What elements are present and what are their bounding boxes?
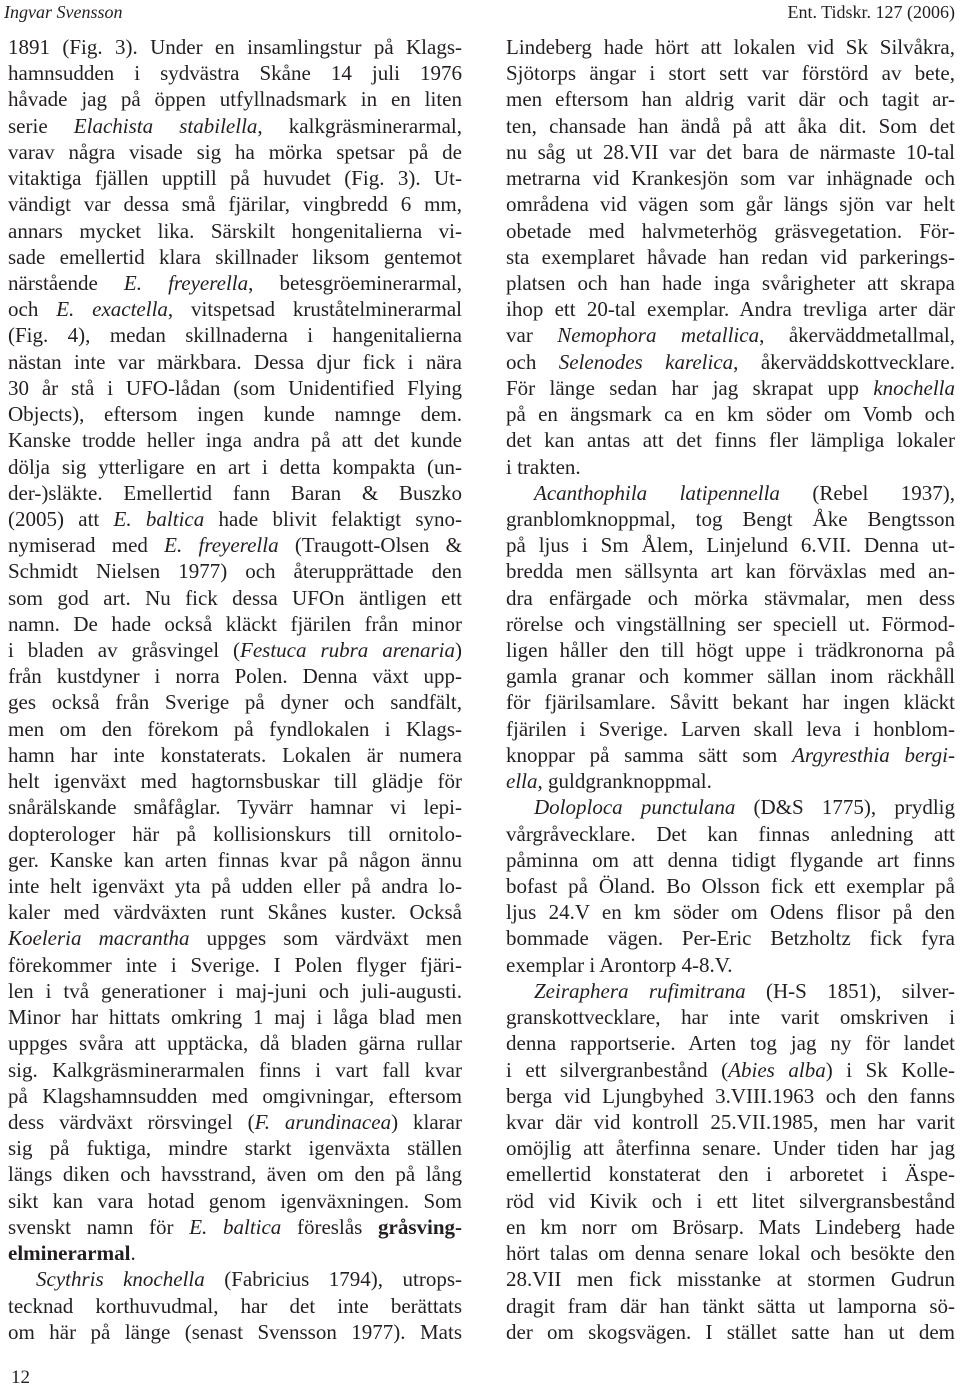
text-line: dra enfärgade och mörka stävmalar, men dess [506,585,955,610]
text-run: föreslås [281,1214,378,1239]
text-line: bredda men sällsynta art kan förväxlas med an- [506,559,955,584]
text-run: För länge sedan har jag skrapat upp [506,375,874,400]
text-run: i bladen av gråsvingel ( [8,638,240,663]
text-line [8,296,462,322]
text-line: i trakten. [506,454,581,479]
text-line: sig. Kalkgräsminerarmalen finns i vart fall kvar [8,1057,462,1082]
text-run: ) [455,638,462,663]
text-run: var [506,323,558,348]
italic-text-run: Scythris knochella [36,1267,205,1292]
text-line: Lindeberg hade hört att lokalen vid Sk Silvåkra, [506,35,955,59]
text-line: len i två generationer i maj-juni och juli-augusti. [8,978,462,1003]
text-line: ger. Kanske kan arten finnas kvar på någon ännu [8,847,462,872]
text-line: kvar där vid kontroll 25.VII.1985, men har varit [506,1109,955,1134]
text-line: Sjötorps ängar i stort sett var förstörd av bete, [506,61,955,86]
text-line: nästan inte var märkbara. Dessa djur fick i nära [8,349,462,374]
text-line [8,532,462,558]
text-line [506,322,955,348]
text-line [8,506,462,532]
text-line [506,349,955,375]
text-line [8,1109,462,1135]
text-run: serie [8,113,74,138]
text-line: dragit fram där han tänkt sätta ut lamporna sö- [506,1293,955,1318]
text-line: sig på fuktiga, mindre starkt igenväxta ställen [8,1136,462,1161]
text-line: namn. De hade också kläckt fjärilen från minor [8,611,462,636]
text-run: nymiserad med [8,533,165,558]
paragraph [506,794,955,978]
text-line: ljus 24.V en km söder om Odens flisor på den [506,900,955,925]
text-run: . [130,1241,136,1266]
italic-text-run: E. exactella [56,297,168,322]
text-line: områdena vid vägen som går längs sjön var helt [506,192,955,217]
text-line [8,270,462,296]
text-line: (Fig. 4), medan skillnaderna i hangenitalierna [8,323,462,348]
text-run: , betesgröeminerarmal, [248,270,462,295]
text-line: dopterologer här på kollisionskurs till ornitolo- [8,821,462,846]
text-line: kaler med värdväxten runt Skånes kuster. Också [8,900,462,925]
paragraph [506,34,955,480]
text-line: hamnsudden i sydvästra Skåne 14 juli 1976 [8,61,462,86]
italic-text-run: Koeleria macrantha [8,926,190,951]
text-line: dölja sig ytterligare en art i detta kompakta (un- [8,454,462,479]
text-line: 30 år stå i UFO-lådan (som Unidentified Flying [8,375,462,400]
text-line: annars mycket lika. Särskilt hongenitalierna vi- [8,218,462,243]
italic-text-run: Nemophora metallica [557,323,760,348]
text-line: hört talas om denna senare lokal och besökte den [506,1241,955,1266]
text-line: sta exemplaret håvade han redan vid parkerings- [506,244,955,269]
italic-text-run: E. freyerella [164,533,279,558]
italic-text-run: E. freyerella [123,270,249,295]
paragraph [506,480,955,795]
text-line: fjärilen i Sverige. Larven skall leva i honblom- [506,716,955,741]
italic-text-run: Acanthophila latipennella [534,480,780,505]
text-line [8,1240,462,1266]
text-line [506,742,955,768]
paragraph [8,34,462,1266]
text-line: snårälskande småfåglar. Tyvärr hamnar vi lepi- [8,795,462,820]
text-run: hade blivit felaktigt syno- [204,506,462,531]
text-line: som god art. Nu fick dessa UFOn äntligen ett [8,585,462,610]
text-line: för fjärilsamlare. Såvitt bekant har ingen kläckt [506,690,955,715]
text-line: på ljus i Sm Ålem, Linjelund 6.VII. Denna ut- [506,533,955,558]
running-head-author: Ingvar Svensson [4,2,123,22]
text-run: , åkerväddskottvecklare. [733,349,955,374]
text-run: uppges som värdväxt men [189,926,462,951]
text-line: der-)släkte. Emellertid fann Baran & Buszko [8,480,462,505]
text-line: ten, chansade han ändå på att åka dit. Som det [506,113,955,138]
text-line: håvade jag på öppen utfyllnadsmark in en liten [8,87,462,112]
text-line: helt igenväxt med hagtornsbuskar till glädje för [8,769,462,794]
text-run: , åkerväddmetallmal, [759,323,955,348]
text-line [8,637,462,663]
text-line: påminna om att denna tidigt flygande art finns [506,847,955,872]
text-line: förekommer inte i Sverige. I Polen flyger fjäri- [8,952,462,977]
text-line [8,113,462,139]
text-line: men eftersom han aldrig varit där och tagit ar- [506,87,955,112]
text-run: svenskt namn för [8,1214,190,1239]
text-line: rörelse och vingställning ser speciell ut. Förmod- [506,611,955,636]
text-line [506,375,955,401]
bold-text-run: elminerarmal [8,1241,131,1266]
italic-text-run: E. baltica [113,506,205,531]
text-line: bofast på Öland. Bo Olsson fick ett exemplar på [506,874,955,898]
text-line: längs diken och havsstrand, även om den på lång [8,1162,462,1187]
text-line: granskottvecklare, har inte varit omskriven i [506,1005,955,1030]
text-line: varav några visade sig ha mörka spetsar på de [8,139,462,164]
text-run: , kalkgräsminerarmal, [257,113,462,138]
text-line: Objects), eftersom ingen kunde namnge dem. [8,402,462,427]
text-run: (D&S 1775), prydlig [735,795,955,820]
text-run: , guldgranknoppmal. [537,769,712,794]
text-line: sade emellertid klara skillnader liksom gentemot [8,244,462,269]
text-line: ges också från Sverige på dyner och sandfält, [8,690,462,715]
text-line: från kustdyner i norra Polen. Denna växt upp- [8,664,462,689]
text-line: 28.VII men fick misstanke at stormen Gudrun [506,1267,955,1292]
text-line: uppges svåra att upptäcka, då bladen gärna rullar [8,1031,462,1056]
text-line: bommade vägen. Per-Eric Betzholtz fick fyra [506,926,955,951]
text-line: ihop ett 20-tal exemplar. Andra trevliga arter där [506,297,955,322]
text-run: (Traugott-Olsen & [278,533,462,558]
text-run: i ett silvergranbestånd ( [506,1057,729,1082]
italic-text-run: Elachista stabilella [73,113,258,138]
text-line: vårgråvecklare. Det kan finnas anledning att [506,821,955,846]
text-line: tecknad korthuvudmal, har det inte berättats [8,1293,462,1318]
text-line: ligen håller den till högt uppe i trädkronorna på [506,638,955,663]
text-run: (Rebel 1937), [779,480,955,505]
text-line [506,1057,955,1083]
text-run: och [8,297,57,322]
text-run: dess värdväxt rörsvingel ( [8,1109,255,1134]
text-line: 1891 (Fig. 3). Under en insamlingstur på Klags- [8,35,462,59]
text-line: metrarna vid Krankesjön som var inhägnade och [506,166,955,191]
text-line: hamn har inte konstaterats. Lokalen är numera [8,742,462,767]
text-line: berga vid Ljungbyhed 3.VIII.1963 och den fanns [506,1083,955,1108]
text-line [8,1214,462,1240]
page-number: 12 [11,1367,30,1388]
text-line: Schmidt Nielsen 1977) och återupprättade den [8,559,462,584]
text-run: ) i Sk Kolle- [825,1057,955,1082]
text-run: (H-S 1851), silver- [745,978,955,1003]
text-line: inte helt igenväxt yta på udden eller på andra lo- [8,874,462,898]
running-head-journal: Ent. Tidskr. 127 (2006) [787,2,955,22]
text-line [506,768,955,794]
text-line: på en ängsmark ca en km söder om Vomb och [506,402,955,427]
text-line: röd vid Kivik och i ett litet silvergransbestånd [506,1188,955,1213]
text-line: nu såg ut 28.VII var det bara de närmaste 10-tal [506,139,955,164]
paragraph [8,1266,462,1345]
italic-text-run: knochella [873,375,955,400]
text-run: ) klarar [391,1109,462,1134]
text-line: der om skogsvägen. I stället satte han ut dem [506,1319,955,1344]
text-run: (Fabricius 1794), utrops- [204,1267,462,1292]
text-run: närstående [8,270,124,295]
text-line: Minor har hittats omkring 1 maj i låga blad men [8,1005,462,1030]
text-line: men om den förekom på fyndlokalen i Klags- [8,716,462,741]
text-line: vändigt var dessa små fjärilar, vingbredd 6 mm, [8,192,462,217]
italic-text-run: Abies alba [728,1057,826,1082]
text-line: Kanske trodde heller inga andra på att det kunde [8,428,462,453]
text-run: (2005) att [8,506,114,531]
text-line: det kan antas att det finns fler lämpliga lokaler [506,428,955,453]
text-line: omöjlig att återfinna senare. Under tiden har jag [506,1136,955,1161]
italic-text-run: Festuca rubra arenaria [240,638,455,663]
italic-text-run: F. arundinacea [254,1109,392,1134]
italic-text-run: Selenodes karelica [558,349,734,374]
text-line: exemplar i Arontorp 4-8.V. [506,952,733,977]
text-line: granblomknoppmal, tog Bengt Åke Bengtsson [506,506,955,531]
text-line: platsen och han hade inga svårigheter att skrapa [506,270,955,295]
text-line [506,480,955,506]
right-column [506,34,955,1345]
text-line: denna rapportserie. Arten tog jag ny för landet [506,1031,955,1056]
text-line [8,925,462,951]
text-line: obetade med halvmeterhög gräsvegetation. För- [506,218,955,243]
italic-text-run: E. baltica [189,1214,282,1239]
text-line: sikt kan vara hotad genom igenväxningen. Som [8,1188,462,1213]
text-line: emellertid konstaterat den i arboretet i Äspe- [506,1162,955,1187]
italic-text-run: ella [506,769,538,794]
text-line [8,1266,462,1292]
text-line: på Klagshamnsudden med omgivningar, eftersom [8,1083,462,1108]
text-line: gamla granar och kommer sällan inom räckhåll [506,664,955,689]
text-run: , vitspetsad kruståtelminerarmal [167,297,462,322]
text-line [506,978,955,1004]
text-line: om här på länge (senast Svensson 1977). Mats [8,1319,462,1344]
text-line [506,794,955,820]
text-line: vitaktiga fjällen upptill på huvudet (Fig. 3). Ut- [8,166,462,191]
italic-text-run: Argyresthia bergi- [792,742,955,767]
text-run: knoppar på samma sätt som [506,742,793,767]
italic-text-run: Doloploca punctulana [534,795,736,820]
text-run: och [506,349,559,374]
paragraph [506,978,955,1345]
bold-text-run: gråsving- [378,1214,462,1239]
italic-text-run: Zeiraphera rufimitrana [534,978,746,1003]
left-column [8,34,462,1345]
text-line: en km norr om Brösarp. Mats Lindeberg hade [506,1214,955,1239]
